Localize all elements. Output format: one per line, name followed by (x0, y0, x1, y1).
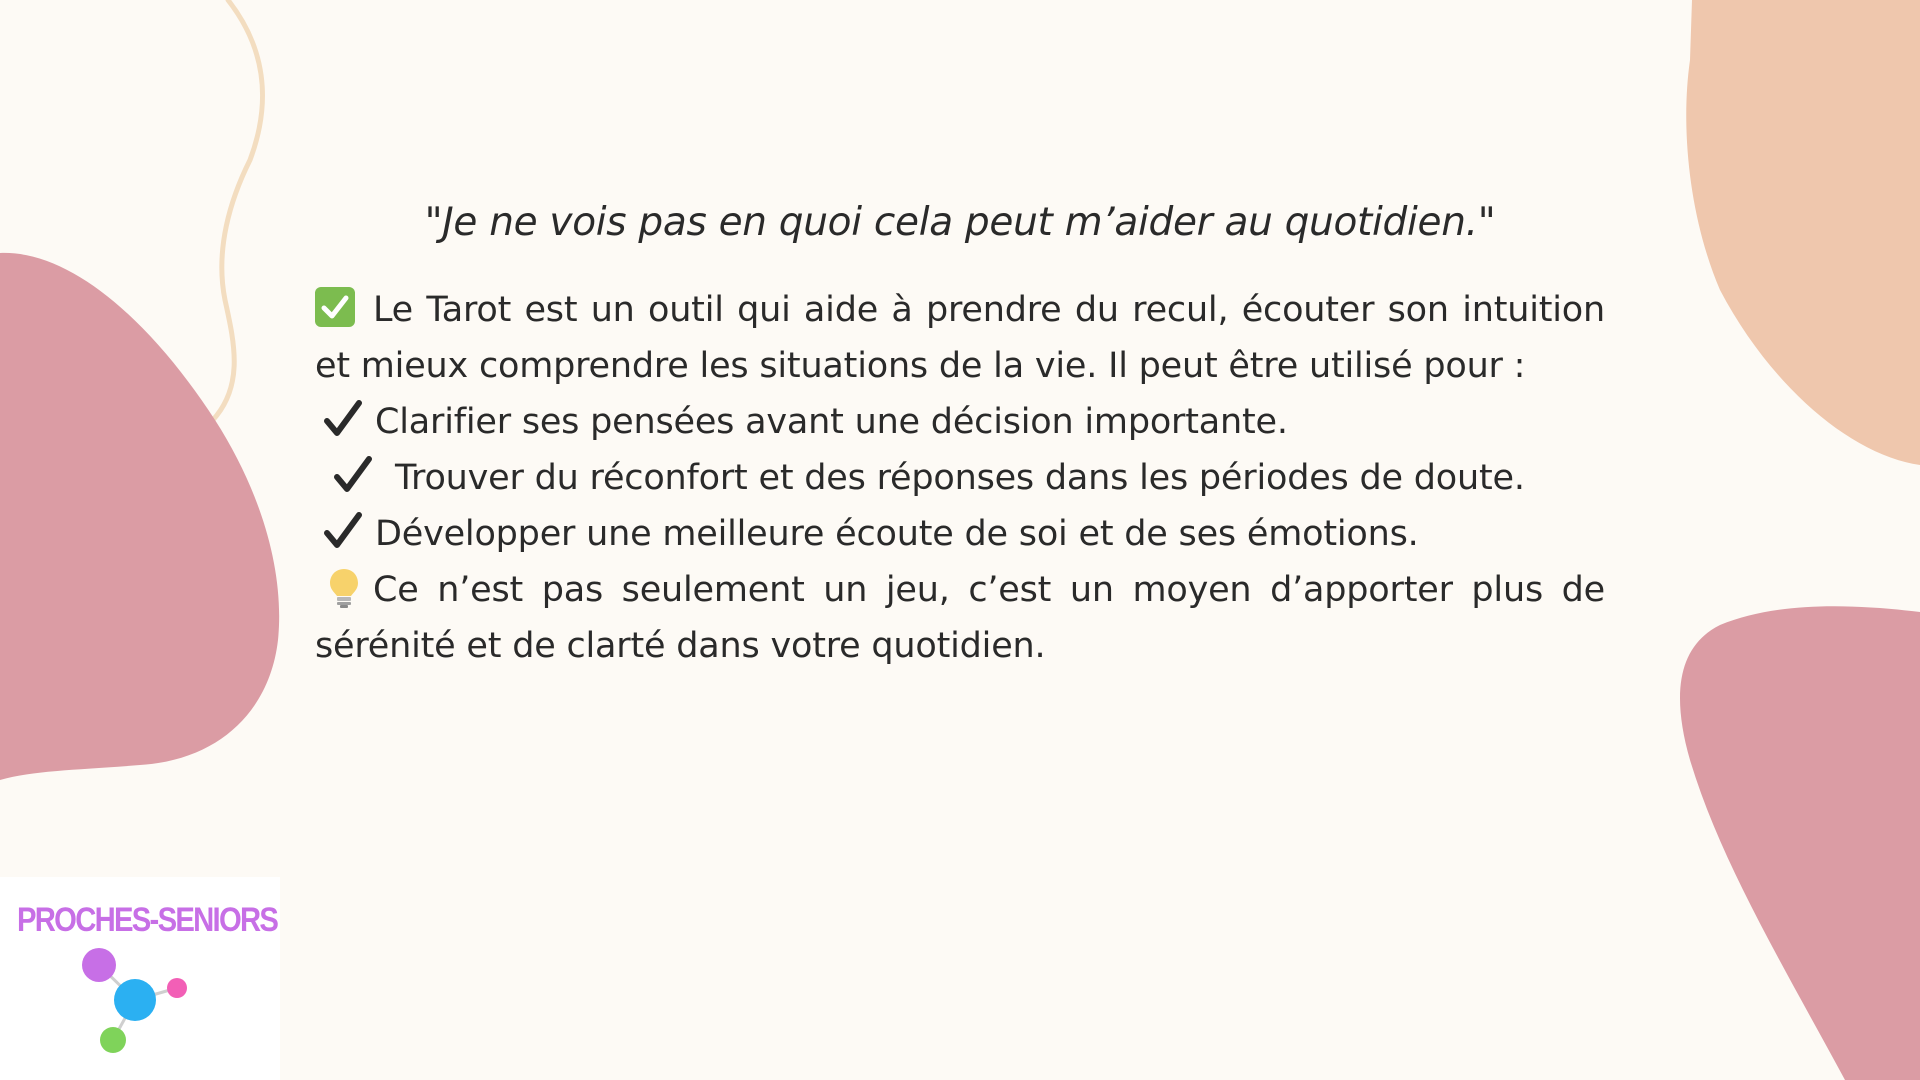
peach-blob-top-right (1686, 0, 1920, 465)
intro-paragraph (315, 282, 1605, 394)
pink-blob-left (0, 253, 279, 780)
list-item (315, 394, 1605, 450)
cream-wavy-line (208, 0, 262, 425)
list-item-text: Développer une meilleure écoute de soi et de ses émotions. (375, 514, 1419, 554)
list-item-text: Clarifier ses pensées avant une décision importante. (375, 402, 1288, 442)
list-item (315, 450, 1605, 506)
lightbulb-icon (327, 567, 361, 609)
main-content (315, 282, 1605, 674)
list-item-text: Trouver du réconfort et des réponses dans les périodes de doute. (395, 458, 1525, 498)
quote-heading: "Je ne vois pas en quoi cela peut m’aider au quotidien." (424, 200, 1496, 245)
check-icon (333, 455, 373, 495)
list-item (315, 506, 1605, 562)
check-icon (323, 511, 363, 551)
pink-blob-bottom-right (1680, 606, 1920, 1080)
tip-paragraph (315, 562, 1605, 674)
checkbox-icon (315, 287, 355, 327)
logo (0, 877, 280, 1080)
check-icon (323, 399, 363, 439)
intro-text: Le Tarot est un outil qui aide à prendre du recul, écouter son intuition et mieux comprendre les situations de la vie. Il peut être utilisé pour : (315, 290, 1605, 386)
molecule-icon (0, 877, 280, 1080)
tip-text: Ce n’est pas seulement un jeu, c’est un moyen d’apporter plus de sérénité et de clarté dans votre quotidien. (315, 570, 1605, 666)
logo-text: PROCHES-SENIORS (17, 901, 278, 939)
